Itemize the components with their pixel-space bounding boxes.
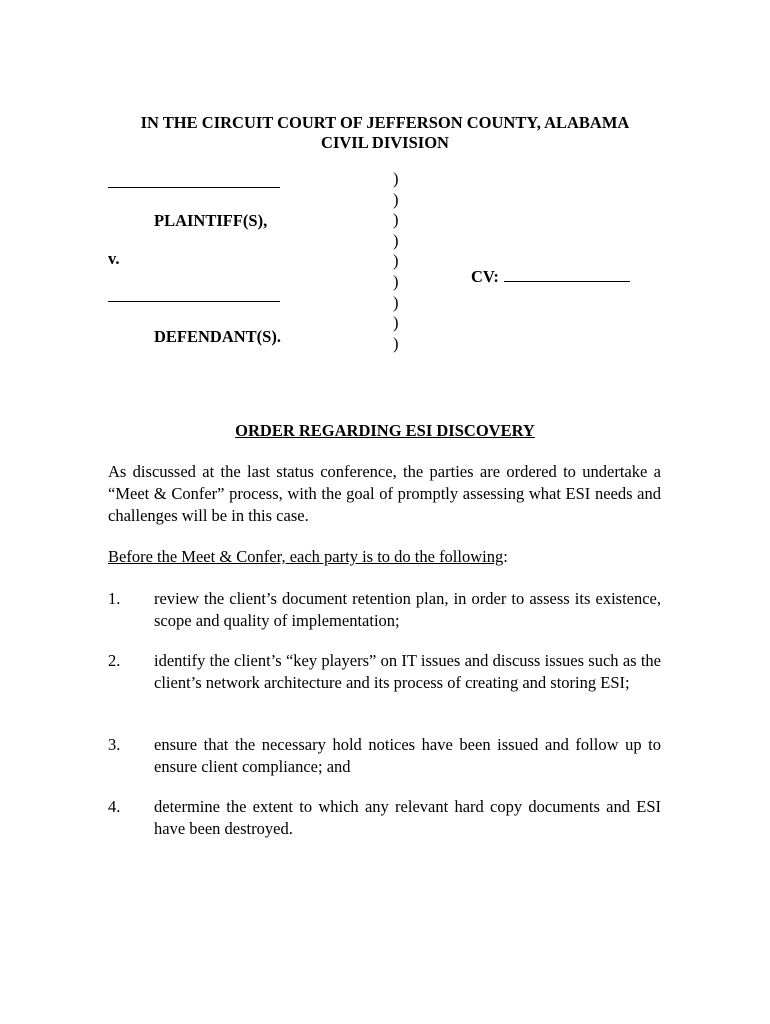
defendant-name-blank [108,301,280,302]
list-item-number: 3. [108,735,121,754]
caption-divider [393,169,399,354]
plaintiff-label: PLAINTIFF(S), [154,211,268,230]
list-item-text: determine the extent to which any relevant hard copy documents and ESI have been destroyed. [154,797,661,838]
list-heading-colon: : [503,547,508,566]
caption-paren: ) [393,189,399,209]
defendant-label: DEFENDANT(S). [154,327,281,346]
list-item [108,734,661,777]
caption-paren: ) [393,210,399,230]
list-item [108,796,661,839]
caption-paren: ) [393,333,399,353]
list-heading [108,546,661,568]
list-item-number: 4. [108,797,121,816]
caption-paren: ) [393,169,399,188]
case-number-label: CV: [471,267,499,286]
case-number-blank [504,267,630,282]
list-item-text: identify the client’s “key players” on IT issues and discuss issues such as the client’s network architecture and its process of creating and storing ESI; [154,651,661,692]
division-heading: CIVIL DIVISION [321,133,449,152]
caption-paren: ) [393,292,399,312]
list-item-text: ensure that the necessary hold notices have been issued and follow up to ensure client compliance; and [154,735,661,776]
versus-label: v. [108,249,120,268]
court-heading: IN THE CIRCUIT COURT OF JEFFERSON COUNTY, ALABAMA [140,113,630,132]
intro-paragraph: As discussed at the last status conference, the parties are ordered to undertake a “Meet & Confer” process, with the goal of promptly assessing what ESI needs and challenges will be in this case. [108,462,661,525]
caption-paren: ) [393,230,399,250]
caption-paren: ) [393,313,399,333]
list-item [108,650,661,693]
document-title: ORDER REGARDING ESI DISCOVERY [235,421,535,440]
caption-paren: ) [393,271,399,291]
list-item-text: review the client’s document retention plan, in order to assess its existence, scope and quality of implementation; [154,589,661,630]
list-item [108,588,661,631]
caption-paren: ) [393,251,399,271]
list-item-number: 2. [108,651,121,670]
list-item-number: 1. [108,589,121,608]
plaintiff-name-blank [108,187,280,188]
list-heading-text: Before the Meet & Confer, each party is to do the following [108,547,504,566]
case-number [471,267,630,287]
